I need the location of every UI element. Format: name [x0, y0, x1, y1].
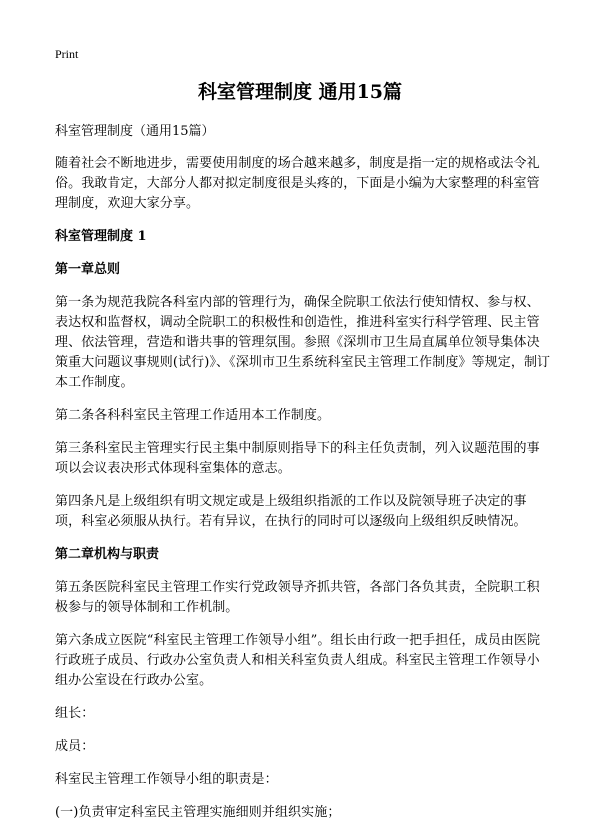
article-3: 第三条科室民主管理实行民主集中制原则指导下的科主任负责制，列入议题范围的事项以会议表决形式体现科室集体的意志。: [55, 441, 540, 476]
article-2: 第二条各科科室民主管理工作适用本工作制度。: [55, 408, 331, 423]
article-5: 第五条医院科室民主管理工作实行党政领导齐抓共管，各部门各负其责，全院职工积极参与的领导体制和工作机制。: [55, 580, 540, 615]
document-title: 科室管理制度 通用15篇: [197, 81, 403, 103]
document-subtitle: 科室管理制度（通用15篇）: [55, 124, 215, 139]
intro-paragraph: 随着社会不断地进步，需要使用制度的场合越来越多，制度是指一定的规格或法令礼俗。我敢肯定，大部分人都对拟定制度很是头疼的，下面是小编为大家整理的科室管理制度，欢迎大家分享。: [55, 156, 540, 211]
article-1: 第一条为规范我院各科室内部的管理行为，确保全院职工依法行使知情权、参与权、表达权和监督权，调动全院职工的积极性和创造性，推进科室实行科学管理、民主管理、依法管理，营造和谐共事的管理氛围。参照《深圳市卫生局直属单位领导集体决策重大问题议事规则(试行)》、《深圳市卫生系统科室民主管理工作制度》等规定，制订本工作制度。: [55, 295, 551, 390]
section-title: 科室管理制度 1: [55, 229, 147, 244]
document-body: [55, 122, 552, 836]
print-link[interactable]: Print: [55, 47, 79, 61]
article-6: 第六条成立医院“科室民主管理工作领导小组”。组长由行政一把手担任，成员由医院行政班子成员、行政办公室负责人和相关科室负责人组成。科室民主管理工作领导小组办公室设在行政办公室。: [55, 633, 541, 688]
members-line: 成员：: [55, 739, 95, 754]
article-4: 第四条凡是上级组织有明文规定或是上级组织指派的工作以及院领导班子决定的事项，科室必须服从执行。若有异议，在执行的同时可以逐级向上级组织反映情况。: [55, 494, 527, 529]
duty-item-1: (一)负责审定科室民主管理实施细则并组织实施；: [55, 805, 341, 820]
leader-line: 组长：: [55, 706, 95, 721]
chapter-2-heading: 第二章机构与职责: [55, 547, 160, 562]
duties-intro: 科室民主管理工作领导小组的职责是：: [55, 772, 278, 787]
chapter-1-heading: 第一章总则: [55, 262, 121, 277]
